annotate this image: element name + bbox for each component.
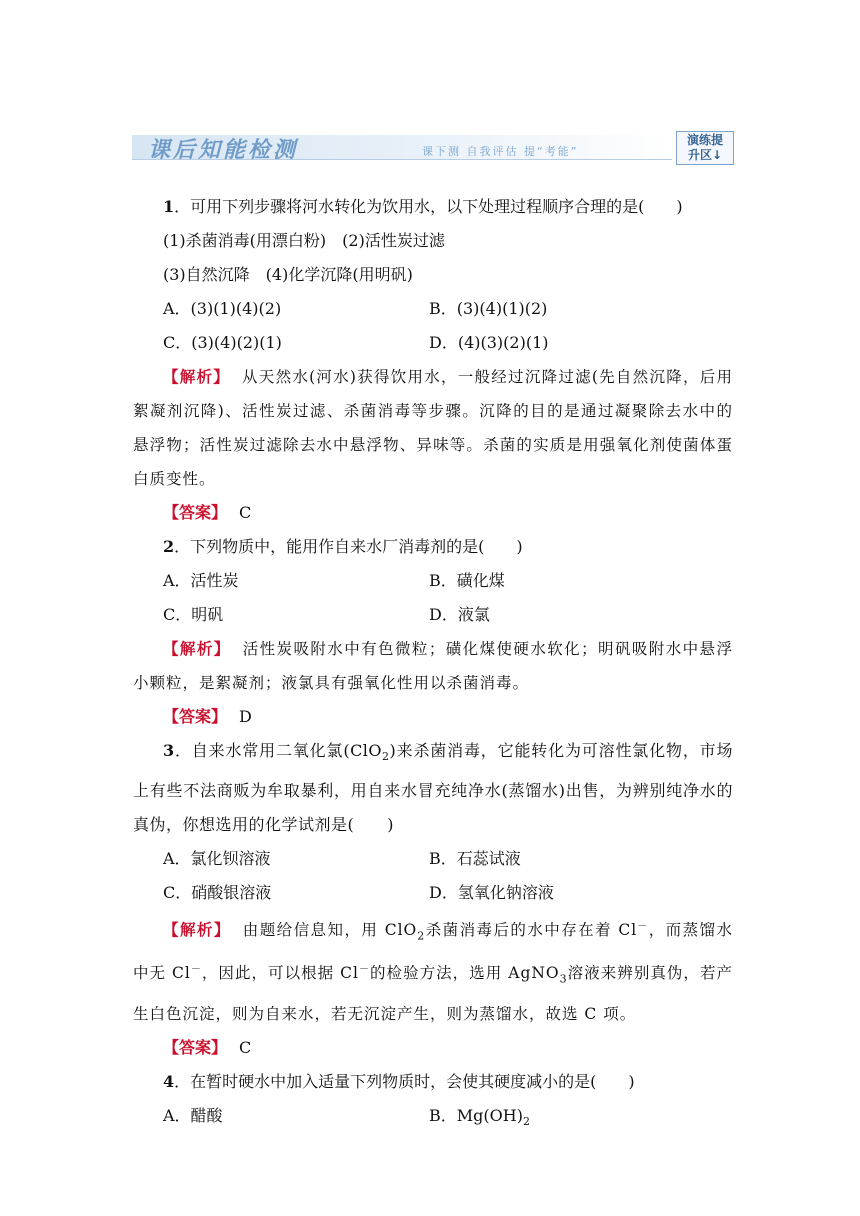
question-stem xyxy=(163,190,733,224)
answer-tag: 【答案】 xyxy=(163,707,228,726)
analysis xyxy=(133,910,733,1031)
question-3 xyxy=(133,734,733,1065)
answer xyxy=(163,1031,733,1065)
analysis-text: 杀菌消毒后的水中存在着 Cl xyxy=(425,921,638,940)
analysis-text: ，因此，可以根据 Cl xyxy=(201,964,359,983)
analysis-text: 活性炭吸附水中有色微粒；磺化煤使硬水软化；明矾吸附水中悬浮小颗粒，是絮凝剂；液氯具有强氧化性用以杀菌消毒。 xyxy=(133,640,733,692)
option-a[interactable]: A．活性炭 xyxy=(163,571,239,590)
analysis-text: ，而蒸馏水中无 Cl xyxy=(133,921,733,983)
question-text: ．自来水常用二氧化氯(ClO xyxy=(174,741,383,760)
option-c[interactable]: C．明矾 xyxy=(163,605,224,624)
option-d[interactable]: D．液氯 xyxy=(429,605,490,624)
question-stem xyxy=(163,1065,733,1099)
step-line: (3)自然沉降 (4)化学沉降(用明矾) xyxy=(163,265,413,284)
practice-zone-button[interactable] xyxy=(676,131,734,165)
analysis xyxy=(133,360,733,496)
question-4 xyxy=(163,1065,733,1139)
answer-value: D xyxy=(239,707,252,726)
option-a[interactable]: A．醋酸 xyxy=(163,1105,223,1125)
question-1 xyxy=(133,190,733,530)
question-2 xyxy=(133,530,733,734)
step-line: (1)杀菌消毒(用漂白粉) (2)活性炭过滤 xyxy=(163,231,445,250)
answer-value: C xyxy=(239,1037,252,1057)
analysis xyxy=(133,632,733,700)
analysis-tag: 【解析】 xyxy=(163,639,231,658)
options-row xyxy=(163,876,733,910)
options-row xyxy=(163,842,733,876)
answer xyxy=(163,700,733,734)
analysis-text: 从天然水(河水)获得饮用水，一般经过沉降过滤(先自然沉降，后用絮凝剂沉降)、活性炭过滤、杀菌消毒等步骤。沉降的目的是通过凝聚除去水中的悬浮物；活性炭过滤除去水中悬浮物、异味等。杀菌的实质是用强氧化剂使菌体蛋白质变性。 xyxy=(133,368,733,488)
options-row xyxy=(163,1099,733,1139)
question-text: )来杀菌消毒，它能转化为可溶性氯化物，市场上有些不法商贩为牟取暴利，用自来水冒充纯净水(蒸馏水)出售，为辨别纯净水的真伪，你想选用的化学试剂是( ) xyxy=(133,741,733,835)
analysis-text: 溶液来辨别真伪，若产生白色沉淀，则为自来水，若无沉淀产生，则为蒸馏水，故选 C 项。 xyxy=(133,964,733,1023)
analysis-tag: 【解析】 xyxy=(163,367,231,386)
question-number: 1 xyxy=(163,197,175,216)
option-b[interactable] xyxy=(429,1099,695,1139)
option-c[interactable]: C．(3)(4)(2)(1) xyxy=(163,333,282,352)
question-text: ．在暂时硬水中加入适量下列物质时，会使其硬度减小的是( ) xyxy=(174,1071,635,1091)
question-number: 3 xyxy=(163,741,175,760)
answer xyxy=(163,496,733,530)
option-b[interactable]: B．(3)(4)(1)(2) xyxy=(429,299,548,318)
analysis-tag: 【解析】 xyxy=(163,920,231,940)
answer-tag: 【答案】 xyxy=(163,1037,228,1057)
section-subtitle: 课下测 自我评估 提“考能” xyxy=(422,145,579,158)
answer-value: C xyxy=(239,503,252,522)
question-text: ．下列物质中，能用作自来水厂消毒剂的是( ) xyxy=(174,537,523,556)
option-d[interactable]: D．(4)(3)(2)(1) xyxy=(429,333,549,352)
question-text: ．可用下列步骤将河水转化为饮用水，以下处理过程顺序合理的是( ) xyxy=(174,197,683,216)
superscript: － xyxy=(358,964,370,976)
option-a[interactable]: A．氯化钡溶液 xyxy=(163,849,271,869)
answer-tag: 【答案】 xyxy=(163,503,228,522)
options-row xyxy=(163,598,733,632)
options-row xyxy=(163,326,733,360)
section-banner xyxy=(132,131,738,165)
option-b[interactable]: B．石蕊试液 xyxy=(429,849,521,869)
question-list xyxy=(133,190,733,1139)
practice-zone-label-2: 升区↓ xyxy=(687,148,723,162)
analysis-text: 的检验方法，选用 AgNO xyxy=(369,964,560,983)
question-number: 2 xyxy=(163,537,175,556)
practice-zone-label-1: 演练提 xyxy=(686,133,723,147)
analysis-text: 由题给信息知，用 ClO xyxy=(242,921,418,940)
option-d[interactable]: D．氢氧化钠溶液 xyxy=(429,883,554,903)
subscript: 3 xyxy=(559,972,568,986)
question-stem xyxy=(163,530,733,564)
superscript: － xyxy=(637,921,649,933)
option-a[interactable]: A．(3)(1)(4)(2) xyxy=(163,299,282,318)
section-title: 课后知能检测 xyxy=(148,138,299,163)
subscript: 2 xyxy=(382,750,390,764)
subscript: 2 xyxy=(417,929,426,943)
option-c[interactable]: C．硝酸银溶液 xyxy=(163,883,272,903)
superscript: － xyxy=(190,964,202,976)
question-stem xyxy=(133,734,733,842)
option-b-text: B．Mg(OH) xyxy=(429,1105,523,1125)
question-number: 4 xyxy=(163,1071,175,1091)
subscript: 2 xyxy=(522,1114,530,1128)
options-row xyxy=(163,564,733,598)
option-b[interactable]: B．磺化煤 xyxy=(429,571,505,590)
options-row xyxy=(163,292,733,326)
